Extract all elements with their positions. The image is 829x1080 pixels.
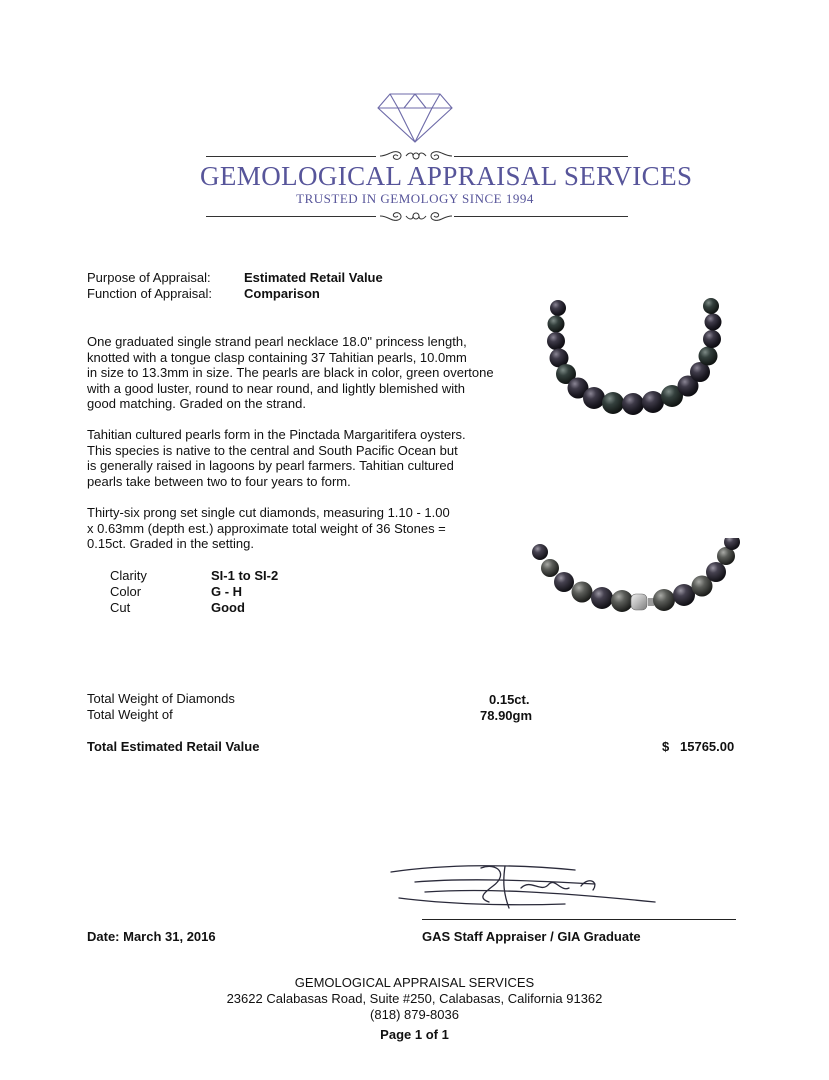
footer-company: GEMOLOGICAL APPRAISAL SERVICES: [294, 975, 535, 990]
pearl-strand: [532, 538, 740, 612]
signature-image: [385, 858, 685, 918]
cut-value: Good: [211, 600, 245, 615]
pearl-necklace-photo: [530, 290, 740, 420]
text-line: 0.15ct. Graded in the setting.: [87, 536, 254, 552]
total-retail-label: Total Estimated Retail Value: [87, 739, 260, 754]
cut-label: Cut: [110, 600, 131, 615]
total-weight-value: 78.90gm: [480, 708, 533, 723]
header-top-rule: [206, 156, 376, 157]
total-weight-label: Total Weight of: [87, 707, 173, 722]
description-paragraph-1: [87, 334, 494, 412]
color-value: G - H: [211, 584, 243, 599]
text-line: with a good luster, round to near round, and lightly blemished with: [87, 380, 465, 396]
text-line: This species is native to the central and South Pacific Ocean but: [87, 442, 458, 458]
signature-line: [422, 919, 736, 920]
text-line: Thirty-six prong set single cut diamonds, measuring 1.10 - 1.00: [87, 505, 450, 520]
pearl-strand: [547, 298, 722, 415]
scroll-ornament-icon: [378, 208, 454, 224]
clarity-label: Clarity: [110, 568, 147, 583]
function-value: Comparison: [244, 286, 320, 301]
currency-symbol: $: [662, 739, 670, 754]
header-bottom-rule: [454, 216, 628, 217]
text-line: Tahitian cultured pearls form in the Pinctada Margaritifera oysters.: [87, 427, 466, 442]
description-paragraph-2: [87, 427, 466, 489]
text-line: x 0.63mm (depth est.) approximate total weight of 36 Stones =: [87, 520, 446, 536]
text-line: in size to 13.3mm in size. The pearls are black in color, green overtone: [87, 365, 494, 381]
header-top-rule: [454, 156, 628, 157]
total-diamonds-label: Total Weight of Diamonds: [87, 691, 235, 706]
text-line: is generally raised in lagoons by pearl farmers. Tahitian cultured: [87, 458, 454, 474]
purpose-value: Estimated Retail Value: [244, 270, 383, 285]
function-label: Function of Appraisal:: [87, 286, 213, 301]
appraiser-title: GAS Staff Appraiser / GIA Graduate: [422, 929, 641, 944]
color-label: Color: [110, 584, 142, 599]
pearl-clasp-photo: [532, 538, 742, 628]
footer-phone: (818) 879-8036: [370, 1007, 459, 1022]
appraisal-date: Date: March 31, 2016: [87, 929, 216, 944]
description-paragraph-3: [87, 505, 450, 552]
total-diamonds-value: 0.15ct.: [489, 692, 530, 707]
logo: [200, 90, 693, 230]
text-line: pearls take between two to four years to form.: [87, 473, 351, 489]
clarity-value: SI-1 to SI-2: [211, 568, 279, 583]
footer-address: 23622 Calabasas Road, Suite #250, Calabasas, California 91362: [226, 991, 603, 1006]
header-bottom-rule: [206, 216, 376, 217]
text-line: One graduated single strand pearl necklace 18.0" princess length,: [87, 334, 467, 349]
company-name: GEMOLOGICAL APPRAISAL SERVICES: [200, 161, 693, 191]
company-tagline: TRUSTED IN GEMOLOGY SINCE 1994: [296, 191, 534, 206]
text-line: knotted with a tongue clasp containing 37 Tahitian pearls, 10.0mm: [87, 349, 467, 365]
text-line: good matching. Graded on the strand.: [87, 396, 306, 412]
total-retail-value: 15765.00: [680, 739, 735, 754]
page-number: Page 1 of 1: [380, 1027, 449, 1042]
diamond-icon: [376, 92, 454, 144]
purpose-label: Purpose of Appraisal:: [87, 270, 211, 285]
